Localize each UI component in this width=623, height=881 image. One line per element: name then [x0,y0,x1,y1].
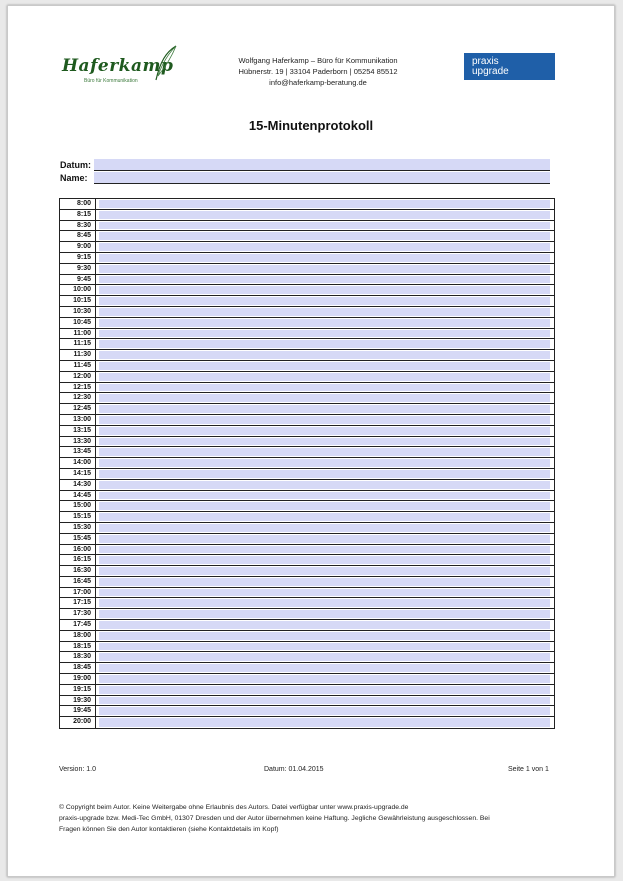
schedule-row [60,480,554,491]
time-slot-label: 19:30 [60,696,96,706]
contact-address: Hübnerstr. 19 | 33104 Paderborn | 05254 85512 [238,67,398,76]
schedule-row [60,339,554,350]
time-slot-label: 17:45 [60,620,96,630]
schedule-row [60,231,554,242]
time-slot-label: 16:30 [60,566,96,576]
schedule-row [60,566,554,577]
time-slot-entry-field[interactable] [99,448,550,456]
schedule-row [60,393,554,404]
time-slot-label: 12:30 [60,393,96,403]
time-slot-label: 10:45 [60,318,96,328]
time-slot-entry-field[interactable] [99,664,550,672]
praxis-upgrade-logo [464,53,555,80]
time-slot-entry-field[interactable] [99,653,550,661]
schedule-row [60,275,554,286]
time-slot-label: 20:00 [60,717,96,728]
time-slot-label: 18:15 [60,642,96,652]
schedule-row [60,447,554,458]
logo-tagline: Büro für Kommunikation [84,78,138,84]
time-slot-label: 10:00 [60,285,96,295]
header-contact [198,55,438,88]
time-slot-entry-field[interactable] [99,707,550,715]
time-slot-label: 15:30 [60,523,96,533]
schedule-row [60,383,554,394]
time-slot-entry-field[interactable] [99,438,550,446]
time-slot-label: 8:45 [60,231,96,241]
time-slot-entry-field[interactable] [99,308,550,316]
schedule-row [60,426,554,437]
time-slot-label: 16:00 [60,545,96,555]
footer-page-number: Seite 1 von 1 [508,766,549,773]
schedule-row [60,242,554,253]
schedule-row [60,588,554,599]
time-slot-entry-field[interactable] [99,610,550,618]
time-slot-label: 8:15 [60,210,96,220]
time-slot-entry-field[interactable] [99,232,550,240]
copyright-line: praxis-upgrade bzw. Medi-Tec GmbH, 01307 Dresden und der Autor übernehmen keine Haftung. Jegliche Gewährleistung ausgeschlossen. Bei [59,815,490,822]
time-slot-entry-field[interactable] [99,319,550,327]
time-slot-entry-field[interactable] [99,589,550,597]
time-slot-entry-field[interactable] [99,621,550,629]
time-slot-entry-field[interactable] [99,254,550,262]
schedule-row [60,307,554,318]
time-slot-entry-field[interactable] [99,276,550,284]
time-slot-label: 13:15 [60,426,96,436]
time-slot-label: 18:45 [60,663,96,673]
time-slot-entry-field[interactable] [99,362,550,370]
schedule-row [60,285,554,296]
time-slot-entry-field[interactable] [99,297,550,305]
time-slot-label: 16:15 [60,555,96,565]
time-slot-label: 8:00 [60,199,96,209]
schedule-row [60,501,554,512]
time-slot-label: 18:30 [60,652,96,662]
time-slot-entry-field[interactable] [99,200,550,208]
footer-date: Datum: 01.04.2015 [264,766,324,773]
time-slot-label: 13:45 [60,447,96,457]
time-slot-label: 11:30 [60,350,96,360]
time-slot-entry-field[interactable] [99,513,550,521]
time-slot-entry-field[interactable] [99,243,550,251]
schedule-row [60,404,554,415]
schedule-row [60,620,554,631]
schedule-row [60,717,554,728]
logo-brand-text: Haferkamp [62,56,174,76]
time-slot-label: 12:00 [60,372,96,382]
schedule-row [60,329,554,340]
time-slot-label: 19:00 [60,674,96,684]
name-label: Name: [60,173,88,183]
time-slot-entry-field[interactable] [99,340,550,348]
time-slot-label: 10:15 [60,296,96,306]
schedule-row [60,706,554,717]
time-slot-label: 13:00 [60,415,96,425]
time-slot-entry-field[interactable] [99,632,550,640]
schedule-row [60,264,554,275]
time-slot-label: 13:30 [60,437,96,447]
schedule-row [60,631,554,642]
time-slot-entry-field[interactable] [99,286,550,294]
schedule-row [60,545,554,556]
schedule-row [60,491,554,502]
time-slot-entry-field[interactable] [99,416,550,424]
time-slot-entry-field[interactable] [99,373,550,381]
time-slot-entry-field[interactable] [99,643,550,651]
copyright-line: © Copyright beim Autor. Keine Weitergabe ohne Erlaubnis des Autors. Datei verfügbar unter www.praxis-upgrade.de [59,804,409,811]
schedule-row [60,415,554,426]
time-slot-label: 8:30 [60,221,96,231]
time-slot-entry-field[interactable] [99,686,550,694]
time-slot-entry-field[interactable] [99,459,550,467]
name-field[interactable] [94,172,550,184]
time-slot-entry-field[interactable] [99,330,550,338]
time-slot-entry-field[interactable] [99,502,550,510]
time-slot-label: 14:45 [60,491,96,501]
copyright-line: Fragen können Sie den Autor kontaktieren (siehe Kontaktdetails im Kopf) [59,826,279,833]
schedule-row [60,642,554,653]
contact-email: info@haferkamp-beratung.de [269,78,367,87]
time-slot-label: 9:45 [60,275,96,285]
time-slot-entry-field[interactable] [99,211,550,219]
time-slot-label: 15:45 [60,534,96,544]
time-slot-label: 16:45 [60,577,96,587]
time-slot-entry-field[interactable] [99,492,550,500]
logo-right-line1: praxis [472,56,499,67]
time-slot-label: 11:15 [60,339,96,349]
time-slot-entry-field[interactable] [99,394,550,402]
schedule-row [60,663,554,674]
schedule-row [60,458,554,469]
time-slot-entry-field[interactable] [99,556,550,564]
time-slot-entry-field[interactable] [99,546,550,554]
schedule-row [60,598,554,609]
time-slot-entry-field[interactable] [99,222,550,230]
time-slot-label: 10:30 [60,307,96,317]
schedule-row [60,199,554,210]
schedule-row [60,372,554,383]
schedule-row [60,512,554,523]
schedule-row [60,577,554,588]
time-slot-entry-field[interactable] [99,427,550,435]
schedule-row [60,318,554,329]
time-slot-entry-field[interactable] [99,351,550,359]
haferkamp-logo [62,44,182,88]
datum-field[interactable] [94,159,550,171]
time-slot-entry-field[interactable] [99,524,550,532]
schedule-row [60,350,554,361]
time-slot-label: 12:45 [60,404,96,414]
time-slot-entry-field[interactable] [99,578,550,586]
time-slot-label: 17:30 [60,609,96,619]
schedule-row [60,253,554,264]
time-slot-entry-field[interactable] [99,567,550,575]
time-slot-entry-field[interactable] [99,535,550,543]
time-slot-entry-field[interactable] [99,384,550,392]
time-slot-label: 9:30 [60,264,96,274]
schedule-row [60,296,554,307]
time-schedule-table [59,198,555,729]
contact-name: Wolfgang Haferkamp – Büro für Kommunikation [238,56,398,65]
time-slot-label: 12:15 [60,383,96,393]
time-slot-label: 19:15 [60,685,96,695]
schedule-row [60,555,554,566]
document-title: 15-Minutenprotokoll [248,118,374,133]
time-slot-label: 18:00 [60,631,96,641]
time-slot-entry-field[interactable] [99,470,550,478]
logo-right-line2: upgrade [472,66,509,77]
time-slot-entry-field[interactable] [99,718,550,727]
time-slot-entry-field[interactable] [99,697,550,705]
time-slot-label: 9:00 [60,242,96,252]
time-slot-label: 9:15 [60,253,96,263]
time-slot-label: 14:00 [60,458,96,468]
time-slot-label: 11:00 [60,329,96,339]
time-slot-entry-field[interactable] [99,265,550,273]
time-slot-label: 14:30 [60,480,96,490]
time-slot-label: 15:00 [60,501,96,511]
time-slot-entry-field[interactable] [99,675,550,683]
time-slot-entry-field[interactable] [99,405,550,413]
feather-icon [150,44,180,84]
schedule-row [60,210,554,221]
datum-label: Datum: [60,160,91,170]
time-slot-label: 14:15 [60,469,96,479]
time-slot-label: 15:15 [60,512,96,522]
time-slot-label: 11:45 [60,361,96,371]
time-slot-entry-field[interactable] [99,599,550,607]
footer-version: Version: 1.0 [59,766,96,773]
schedule-row [60,534,554,545]
schedule-row [60,361,554,372]
schedule-row [60,437,554,448]
schedule-row [60,652,554,663]
document-page [7,5,615,877]
time-slot-entry-field[interactable] [99,481,550,489]
schedule-row [60,469,554,480]
schedule-row [60,685,554,696]
time-slot-label: 19:45 [60,706,96,716]
schedule-row [60,609,554,620]
time-slot-label: 17:15 [60,598,96,608]
footer-copyright [59,802,559,835]
schedule-row [60,523,554,534]
schedule-row [60,696,554,707]
schedule-row [60,674,554,685]
time-slot-label: 17:00 [60,588,96,598]
schedule-row [60,221,554,232]
